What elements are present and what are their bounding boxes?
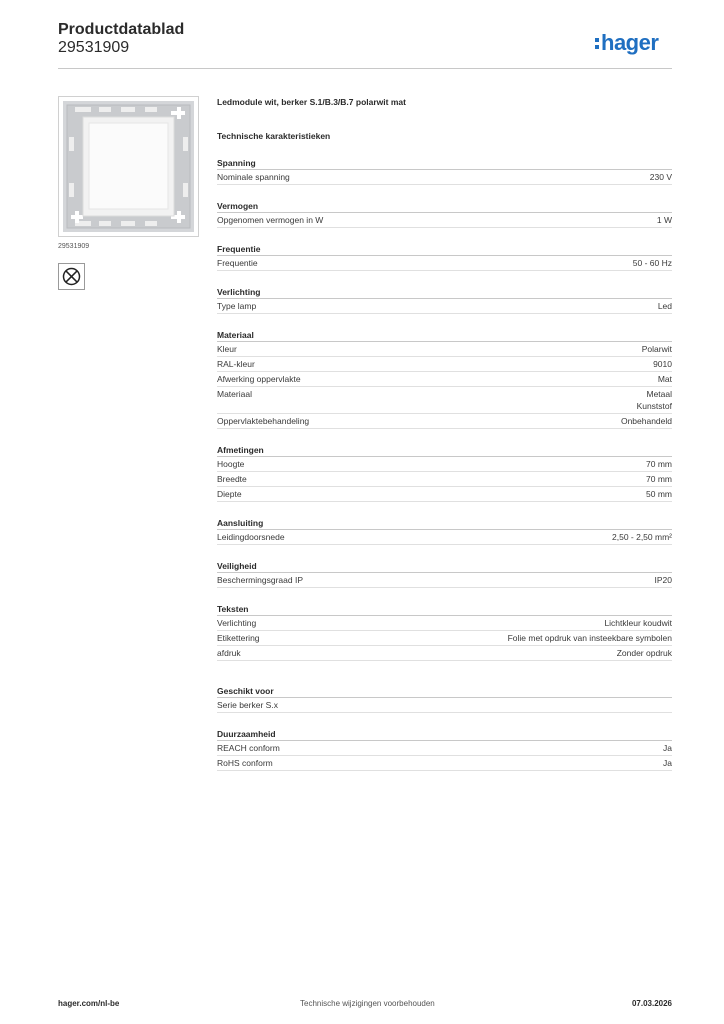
spec-section: [217, 685, 672, 713]
lamp-symbol-icon: [58, 263, 85, 290]
product-description: Ledmodule wit, berker S.1/B.3/B.7 polarwit mat: [217, 97, 406, 107]
spec-section: [217, 157, 672, 185]
spec-label: Serie berker S.x: [217, 700, 278, 710]
spec-value: Zonder opdruk: [616, 648, 672, 658]
spec-row: [217, 741, 672, 756]
spec-label: Afwerking oppervlakte: [217, 374, 301, 384]
spec-section: [217, 243, 672, 271]
section-title: Teksten: [217, 603, 672, 616]
spec-row: [217, 616, 672, 631]
spec-value: 50 - 60 Hz: [632, 258, 672, 268]
spec-row: [217, 342, 672, 357]
product-number: 29531909: [58, 39, 130, 56]
spec-value: 1 W: [656, 215, 672, 225]
footer-disclaimer: Technische wijzigingen voorbehouden: [300, 999, 435, 1008]
footer-website[interactable]: hager.com/nl-be: [58, 999, 120, 1008]
spec-label: Nominale spanning: [217, 172, 290, 182]
spec-label: RoHS conform: [217, 758, 273, 768]
spec-row: [217, 698, 672, 713]
tech-title: Technische karakteristieken: [217, 131, 331, 141]
spec-value: Mat: [657, 374, 672, 384]
spec-content: [217, 96, 672, 771]
spec-row: [217, 299, 672, 314]
spec-value: 70 mm: [646, 459, 672, 469]
section-title: Veiligheid: [217, 560, 672, 573]
spec-value: Polarwit: [641, 344, 672, 354]
spec-row: [217, 213, 672, 228]
spec-label: Kleur: [217, 344, 237, 354]
spec-section: [217, 286, 672, 314]
spec-value: IP20: [654, 575, 672, 585]
spec-row: [217, 170, 672, 185]
spec-section: [217, 517, 672, 545]
spec-row: [217, 357, 672, 372]
spec-label: Type lamp: [217, 301, 257, 311]
spec-row: [217, 457, 672, 472]
spec-label: Beschermingsgraad IP: [217, 575, 303, 585]
footer-date: 07.03.2026: [631, 999, 672, 1008]
section-title: Verlichting: [217, 286, 672, 299]
spec-row: [217, 487, 672, 502]
section-title: Vermogen: [217, 200, 672, 213]
section-title: Afmetingen: [217, 444, 672, 457]
spec-value: Folie met opdruk van insteekbare symbolen: [507, 633, 672, 643]
spec-label: Verlichting: [217, 618, 257, 628]
spec-label: Hoogte: [217, 459, 245, 469]
spec-row: [217, 256, 672, 271]
product-image: [58, 96, 199, 237]
spec-value: Onbehandeld: [620, 416, 672, 426]
spec-label: Materiaal: [217, 389, 252, 399]
spec-section: [217, 444, 672, 502]
spec-label: RAL-kleur: [217, 359, 255, 369]
section-title: Aansluiting: [217, 517, 672, 530]
spec-value: Led: [657, 301, 672, 311]
spec-section: [217, 728, 672, 771]
spec-row: [217, 472, 672, 487]
spec-label: Leidingdoorsnede: [217, 532, 285, 542]
spec-row: [217, 387, 672, 414]
spec-label: Opgenomen vermogen in W: [217, 215, 324, 225]
spec-label: Diepte: [217, 489, 242, 499]
spec-value: Ja: [663, 743, 672, 753]
section-title: Duurzaamheid: [217, 728, 672, 741]
spec-value: 230 V: [649, 172, 672, 182]
spec-value: 9010: [653, 359, 672, 369]
extra-sections: [217, 685, 672, 771]
spec-label: afdruk: [217, 648, 241, 658]
spec-sections: [217, 157, 672, 661]
spec-value: 70 mm: [646, 474, 672, 484]
spec-label: Frequentie: [217, 258, 258, 268]
spec-row: [217, 530, 672, 545]
spec-row: [217, 756, 672, 771]
page-title: Productdatablad: [58, 21, 185, 38]
spec-label: Oppervlaktebehandeling: [217, 416, 310, 426]
image-caption: 29531909: [58, 243, 90, 250]
spec-value: Lichtkleur koudwit: [604, 618, 672, 628]
spec-value: Ja: [663, 758, 672, 768]
spec-label: REACH conform: [217, 743, 280, 753]
spec-label: Breedte: [217, 474, 247, 484]
section-title: Spanning: [217, 157, 672, 170]
logo-text: hager: [601, 30, 659, 55]
spec-section: [217, 329, 672, 429]
spec-value: Metaal Kunststof: [636, 389, 672, 411]
spec-row: [217, 631, 672, 646]
spec-value: 2,50 - 2,50 mm²: [612, 532, 672, 542]
spec-section: [217, 603, 672, 661]
spec-section: [217, 560, 672, 588]
spec-row: [217, 414, 672, 429]
spec-value: 50 mm: [646, 489, 672, 499]
spec-section: [217, 200, 672, 228]
header-divider: [58, 68, 672, 69]
spec-row: [217, 372, 672, 387]
section-title: Geschikt voor: [217, 685, 672, 698]
spec-row: [217, 573, 672, 588]
spec-row: [217, 646, 672, 661]
hager-logo: [594, 29, 674, 55]
spec-label: Etikettering: [217, 633, 260, 643]
section-title: Materiaal: [217, 329, 672, 342]
section-title: Frequentie: [217, 243, 672, 256]
